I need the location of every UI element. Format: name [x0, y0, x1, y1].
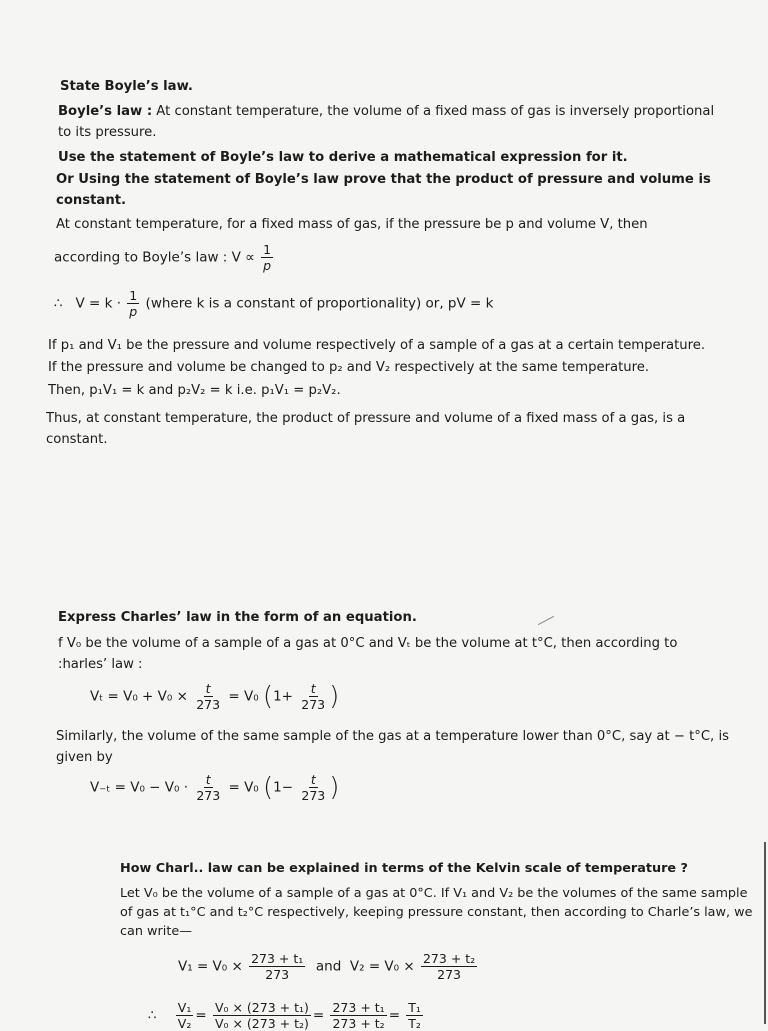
- ratio-4: [406, 1000, 423, 1031]
- frac-num: T₁: [408, 1000, 421, 1015]
- t-over-273-b: [299, 681, 327, 712]
- vk-text: V = k ·: [75, 295, 121, 312]
- q3-intro2: :harles’ law :: [58, 657, 143, 672]
- ratio-2: [213, 1000, 311, 1031]
- frac-den: p: [129, 304, 138, 319]
- according-text: according to Boyle’s law : V ∝: [54, 249, 255, 266]
- one-plus: 1+: [273, 688, 293, 705]
- boyle-proportionality: [54, 242, 275, 273]
- t-over-273-c: [194, 772, 222, 803]
- boyle-constant-eq: [54, 288, 493, 319]
- charles-eq-above: [90, 681, 339, 712]
- frac-den: 273: [437, 967, 462, 982]
- ratio-3: [330, 1000, 386, 1031]
- paren-open: (: [262, 681, 274, 712]
- q1-def-label: Boyle’s law :: [58, 104, 153, 119]
- q2-line3: Then, p₁V₁ = k and p₂V₂ = k i.e. p₁V₁ = p₂V₂.: [48, 383, 341, 398]
- frac-den: V₂: [177, 1016, 192, 1031]
- q3-similar: Similarly, the volume of the same sample of the gas at a temperature lower than 0°C, say at − t°C, is given by: [56, 729, 729, 765]
- q2-line4: Thus, at constant temperature, the product of pressure and volume of a fixed mass of a gas, is a constant.: [46, 411, 686, 447]
- eq2-left: V₋ₜ = V₀ − V₀ ·: [90, 779, 189, 796]
- paren-open: (: [263, 772, 274, 803]
- where-text: (where k is a constant of proportionality) or, pV = k: [145, 295, 494, 312]
- q2-intro: At constant temperature, for a fixed mass of gas, if the pressure be p and volume V, then: [56, 217, 648, 232]
- frac-num: 1: [129, 288, 138, 303]
- frac-den: 273: [196, 697, 221, 712]
- frac-den: V₀ × (273 + t₂): [214, 1016, 309, 1031]
- one-minus: 1−: [273, 779, 294, 796]
- q3-title: Express Charles’ law in the form of an equation.: [58, 610, 417, 625]
- charles-eq-below: [90, 772, 339, 803]
- t-over-273-d: [299, 772, 327, 803]
- frac-num: t: [310, 681, 316, 696]
- and-text: and: [315, 958, 342, 975]
- q2-line2: If the pressure and volume be changed to p₂ and V₂ respectively at the same temperature.: [48, 360, 650, 375]
- q1-definition: [58, 101, 718, 143]
- v1-text: V₁ = V₀ ×: [178, 958, 243, 975]
- therefore-symbol: ∴: [148, 1007, 157, 1024]
- frac-den: 273: [301, 697, 326, 712]
- therefore-symbol: ∴: [54, 295, 63, 312]
- q4-text: Let V₀ be the volume of a sample of a gas at 0°C. If V₁ and V₂ be the volumes of the same sample of gas at t₁°C and t₂°C respectively, keeping pressure constant, then according to Charle’s law, we can write—: [120, 886, 753, 939]
- eq2-mid: = V₀: [228, 779, 259, 796]
- q3-intro: f V₀ be the volume of a sample of a gas at 0°C and Vₜ be the volume at t°C, then according to: [58, 636, 678, 651]
- frac-num: t: [310, 772, 316, 787]
- t-over-273: [194, 681, 222, 712]
- q2-title-b: Or Using the statement of Boyle’s law prove that the product of pressure and volume is constant.: [56, 172, 711, 208]
- one-over-p-2: [127, 288, 139, 319]
- frac-num: 273 + t₂: [422, 951, 476, 966]
- q2-title-a: Use the statement of Boyle’s law to derive a mathematical expression for it.: [58, 150, 628, 165]
- v2-text: V₂ = V₀ ×: [349, 958, 415, 975]
- frac-num: 1: [263, 242, 272, 257]
- v2-fraction: [421, 951, 477, 982]
- frac-den: 273: [265, 967, 290, 982]
- kelvin-ratio-eq: ∴ $\frac{\text{V₁}}{\text{V₂}}$ = $\frac{\text{V₀ × (273 + t₁)}}{\text{V₀ × (273 + t₂)}}$ = $\frac{\text{273 + t₁}}{\text{273 + t₂}}$ = $\frac{\text{T₁}}{\text{T₂}}$: [148, 1000, 421, 1031]
- frac-den: T₂: [408, 1016, 421, 1031]
- frac-den: 273: [301, 788, 326, 803]
- paren-close: ): [329, 772, 340, 803]
- frac-num: V₁: [177, 1000, 192, 1015]
- kelvin-eq-1: [178, 951, 479, 982]
- q2-line1: If p₁ and V₁ be the pressure and volume respectively of a sample of a gas at a certain temperature.: [48, 338, 706, 353]
- eq1-left: Vₜ = V₀ + V₀ ×: [90, 688, 188, 705]
- frac-num: t: [205, 772, 211, 787]
- q1-title: State Boyle’s law.: [60, 79, 193, 94]
- frac-num: 273 + t₁: [332, 1000, 385, 1015]
- frac-num: V₀ × (273 + t₁): [214, 1000, 309, 1015]
- frac-den: p: [263, 258, 272, 273]
- paren-close: ): [329, 681, 340, 712]
- pen-mark: [538, 616, 554, 625]
- page-edge-shadow: [764, 842, 766, 1024]
- ratio-1: [176, 1000, 194, 1031]
- q1-def-text: At constant temperature, the volume of a fixed mass of gas is inversely proportional to its pressure.: [58, 104, 715, 140]
- one-over-p: [261, 242, 273, 273]
- frac-den: 273: [196, 788, 221, 803]
- v1-fraction: [249, 951, 305, 982]
- frac-num: 273 + t₁: [251, 951, 304, 966]
- eq1-mid: = V₀: [228, 688, 259, 705]
- frac-num: t: [205, 681, 211, 696]
- q4-title: How Charl.. law can be explained in terms of the Kelvin scale of temperature ?: [120, 861, 688, 876]
- frac-den: 273 + t₂: [332, 1016, 385, 1031]
